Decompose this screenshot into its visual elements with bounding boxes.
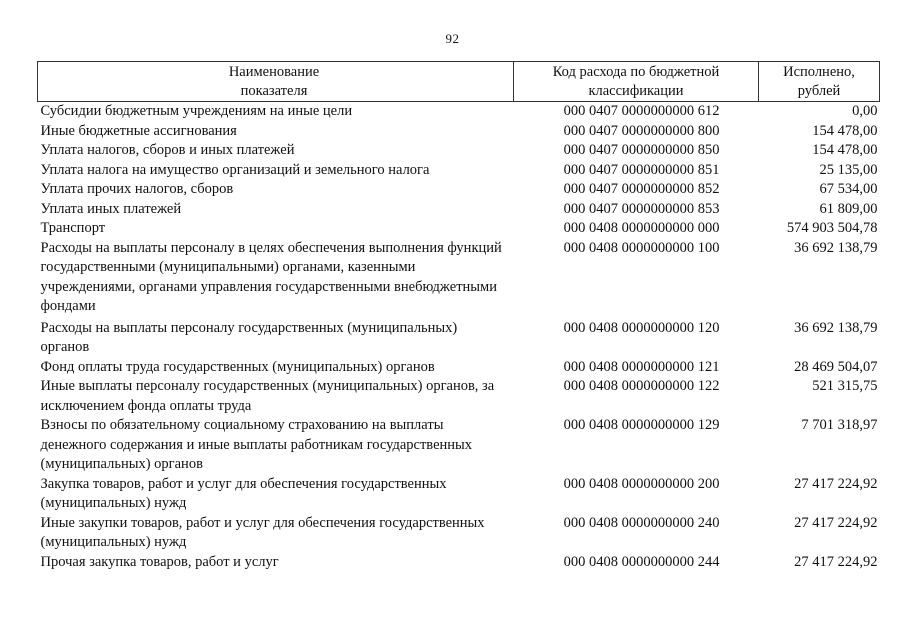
row-code: 000 0408 0000000000 122 xyxy=(563,378,720,394)
row-name: Иные выплаты персоналу государственных (муниципальных) органов, за исключением фонда оплаты труда xyxy=(40,378,495,414)
row-name: Субсидии бюджетным учреждениям на иные цели xyxy=(40,103,353,119)
row-name: Прочая закупка товаров, работ и услуг xyxy=(40,553,279,570)
row-name: Расходы на выплаты персоналу в целях обеспечения выполнения функций государственными (муниципальными) органами, казенными учреждениями, органами управления государственными внебюджетными фондами xyxy=(40,239,502,314)
table-row xyxy=(38,141,880,161)
row-name: Иные бюджетные ассигнования xyxy=(40,122,237,139)
row-amount: 67 534,00 xyxy=(819,181,878,197)
row-amount: 36 692 138,79 xyxy=(794,239,878,256)
header-expense-code-line2: классификации xyxy=(588,82,684,99)
row-amount: 574 903 504,78 xyxy=(786,220,878,236)
row-name: Уплата иных платежей xyxy=(40,200,182,217)
row-amount: 36 692 138,79 xyxy=(794,319,878,336)
table-row xyxy=(38,161,880,181)
row-code: 000 0407 0000000000 800 xyxy=(563,122,720,139)
header-indicator-name xyxy=(38,62,514,102)
table-body xyxy=(38,102,880,573)
table-row xyxy=(38,514,880,553)
row-amount: 25 135,00 xyxy=(819,161,878,178)
row-name: Взносы по обязательному социальному страхованию на выплаты денежного содержания и иные выплаты работникам государственных (муниципальных) органов xyxy=(40,417,473,472)
row-amount: 27 417 224,92 xyxy=(794,475,878,492)
row-code: 000 0408 0000000000 000 xyxy=(563,220,720,236)
table-header xyxy=(38,62,880,102)
header-expense-code-line1: Код расхода по бюджетной xyxy=(552,63,720,80)
row-code: 000 0408 0000000000 244 xyxy=(563,553,720,570)
row-name: Уплата прочих налогов, сборов xyxy=(40,181,234,197)
budget-execution-table xyxy=(37,61,880,572)
row-code: 000 0408 0000000000 121 xyxy=(563,358,720,375)
table-row xyxy=(38,102,880,122)
page-number: 92 xyxy=(445,31,460,46)
header-indicator-name-line1: Наименование xyxy=(228,63,320,80)
row-code: 000 0408 0000000000 200 xyxy=(563,475,720,492)
table-header-row xyxy=(38,62,880,102)
row-code: 000 0407 0000000000 851 xyxy=(563,161,720,178)
table-row xyxy=(38,475,880,514)
row-amount: 0,00 xyxy=(852,103,878,119)
row-name: Фонд оплаты труда государственных (муниципальных) органов xyxy=(40,358,435,375)
table-row xyxy=(38,553,880,573)
row-amount: 28 469 504,07 xyxy=(794,358,878,375)
row-name: Уплата налогов, сборов и иных платежей xyxy=(40,142,295,158)
table-row xyxy=(38,239,880,319)
row-name: Расходы на выплаты персоналу государственных (муниципальных) органов xyxy=(40,319,458,355)
table-row xyxy=(38,358,880,378)
table-row xyxy=(38,377,880,416)
table-row xyxy=(38,200,880,220)
header-executed-amount: Исполнено, рублей xyxy=(759,62,880,102)
table-row xyxy=(38,416,880,475)
row-amount: 154 478,00 xyxy=(812,142,878,158)
row-name: Уплата налога на имущество организаций и земельного налога xyxy=(40,161,430,178)
row-name: Иные закупки товаров, работ и услуг для обеспечения государственных (муниципальных) нужд xyxy=(40,514,485,550)
row-amount: 7 701 318,97 xyxy=(801,417,878,433)
row-code: 000 0408 0000000000 240 xyxy=(563,514,720,531)
row-code: 000 0407 0000000000 853 xyxy=(563,200,720,217)
header-indicator-name-line2: показателя xyxy=(240,82,308,99)
row-amount: 27 417 224,92 xyxy=(794,553,878,570)
row-code: 000 0407 0000000000 852 xyxy=(563,181,720,197)
table-row xyxy=(38,180,880,200)
row-code: 000 0407 0000000000 850 xyxy=(563,142,720,158)
row-code: 000 0407 0000000000 612 xyxy=(563,103,720,119)
row-amount: 61 809,00 xyxy=(819,200,878,217)
table-row xyxy=(38,319,880,358)
header-expense-code xyxy=(514,62,759,102)
row-amount: 154 478,00 xyxy=(812,122,878,139)
row-amount: 27 417 224,92 xyxy=(794,514,878,531)
row-name: Транспорт xyxy=(40,220,106,236)
table-row xyxy=(38,122,880,142)
table-row xyxy=(38,219,880,239)
row-amount: 521 315,75 xyxy=(812,378,878,394)
row-code: 000 0408 0000000000 120 xyxy=(563,319,720,336)
row-code: 000 0408 0000000000 100 xyxy=(563,239,720,256)
row-name: Закупка товаров, работ и услуг для обеспечения государственных (муниципальных) нужд xyxy=(40,475,447,511)
row-code: 000 0408 0000000000 129 xyxy=(563,417,720,433)
